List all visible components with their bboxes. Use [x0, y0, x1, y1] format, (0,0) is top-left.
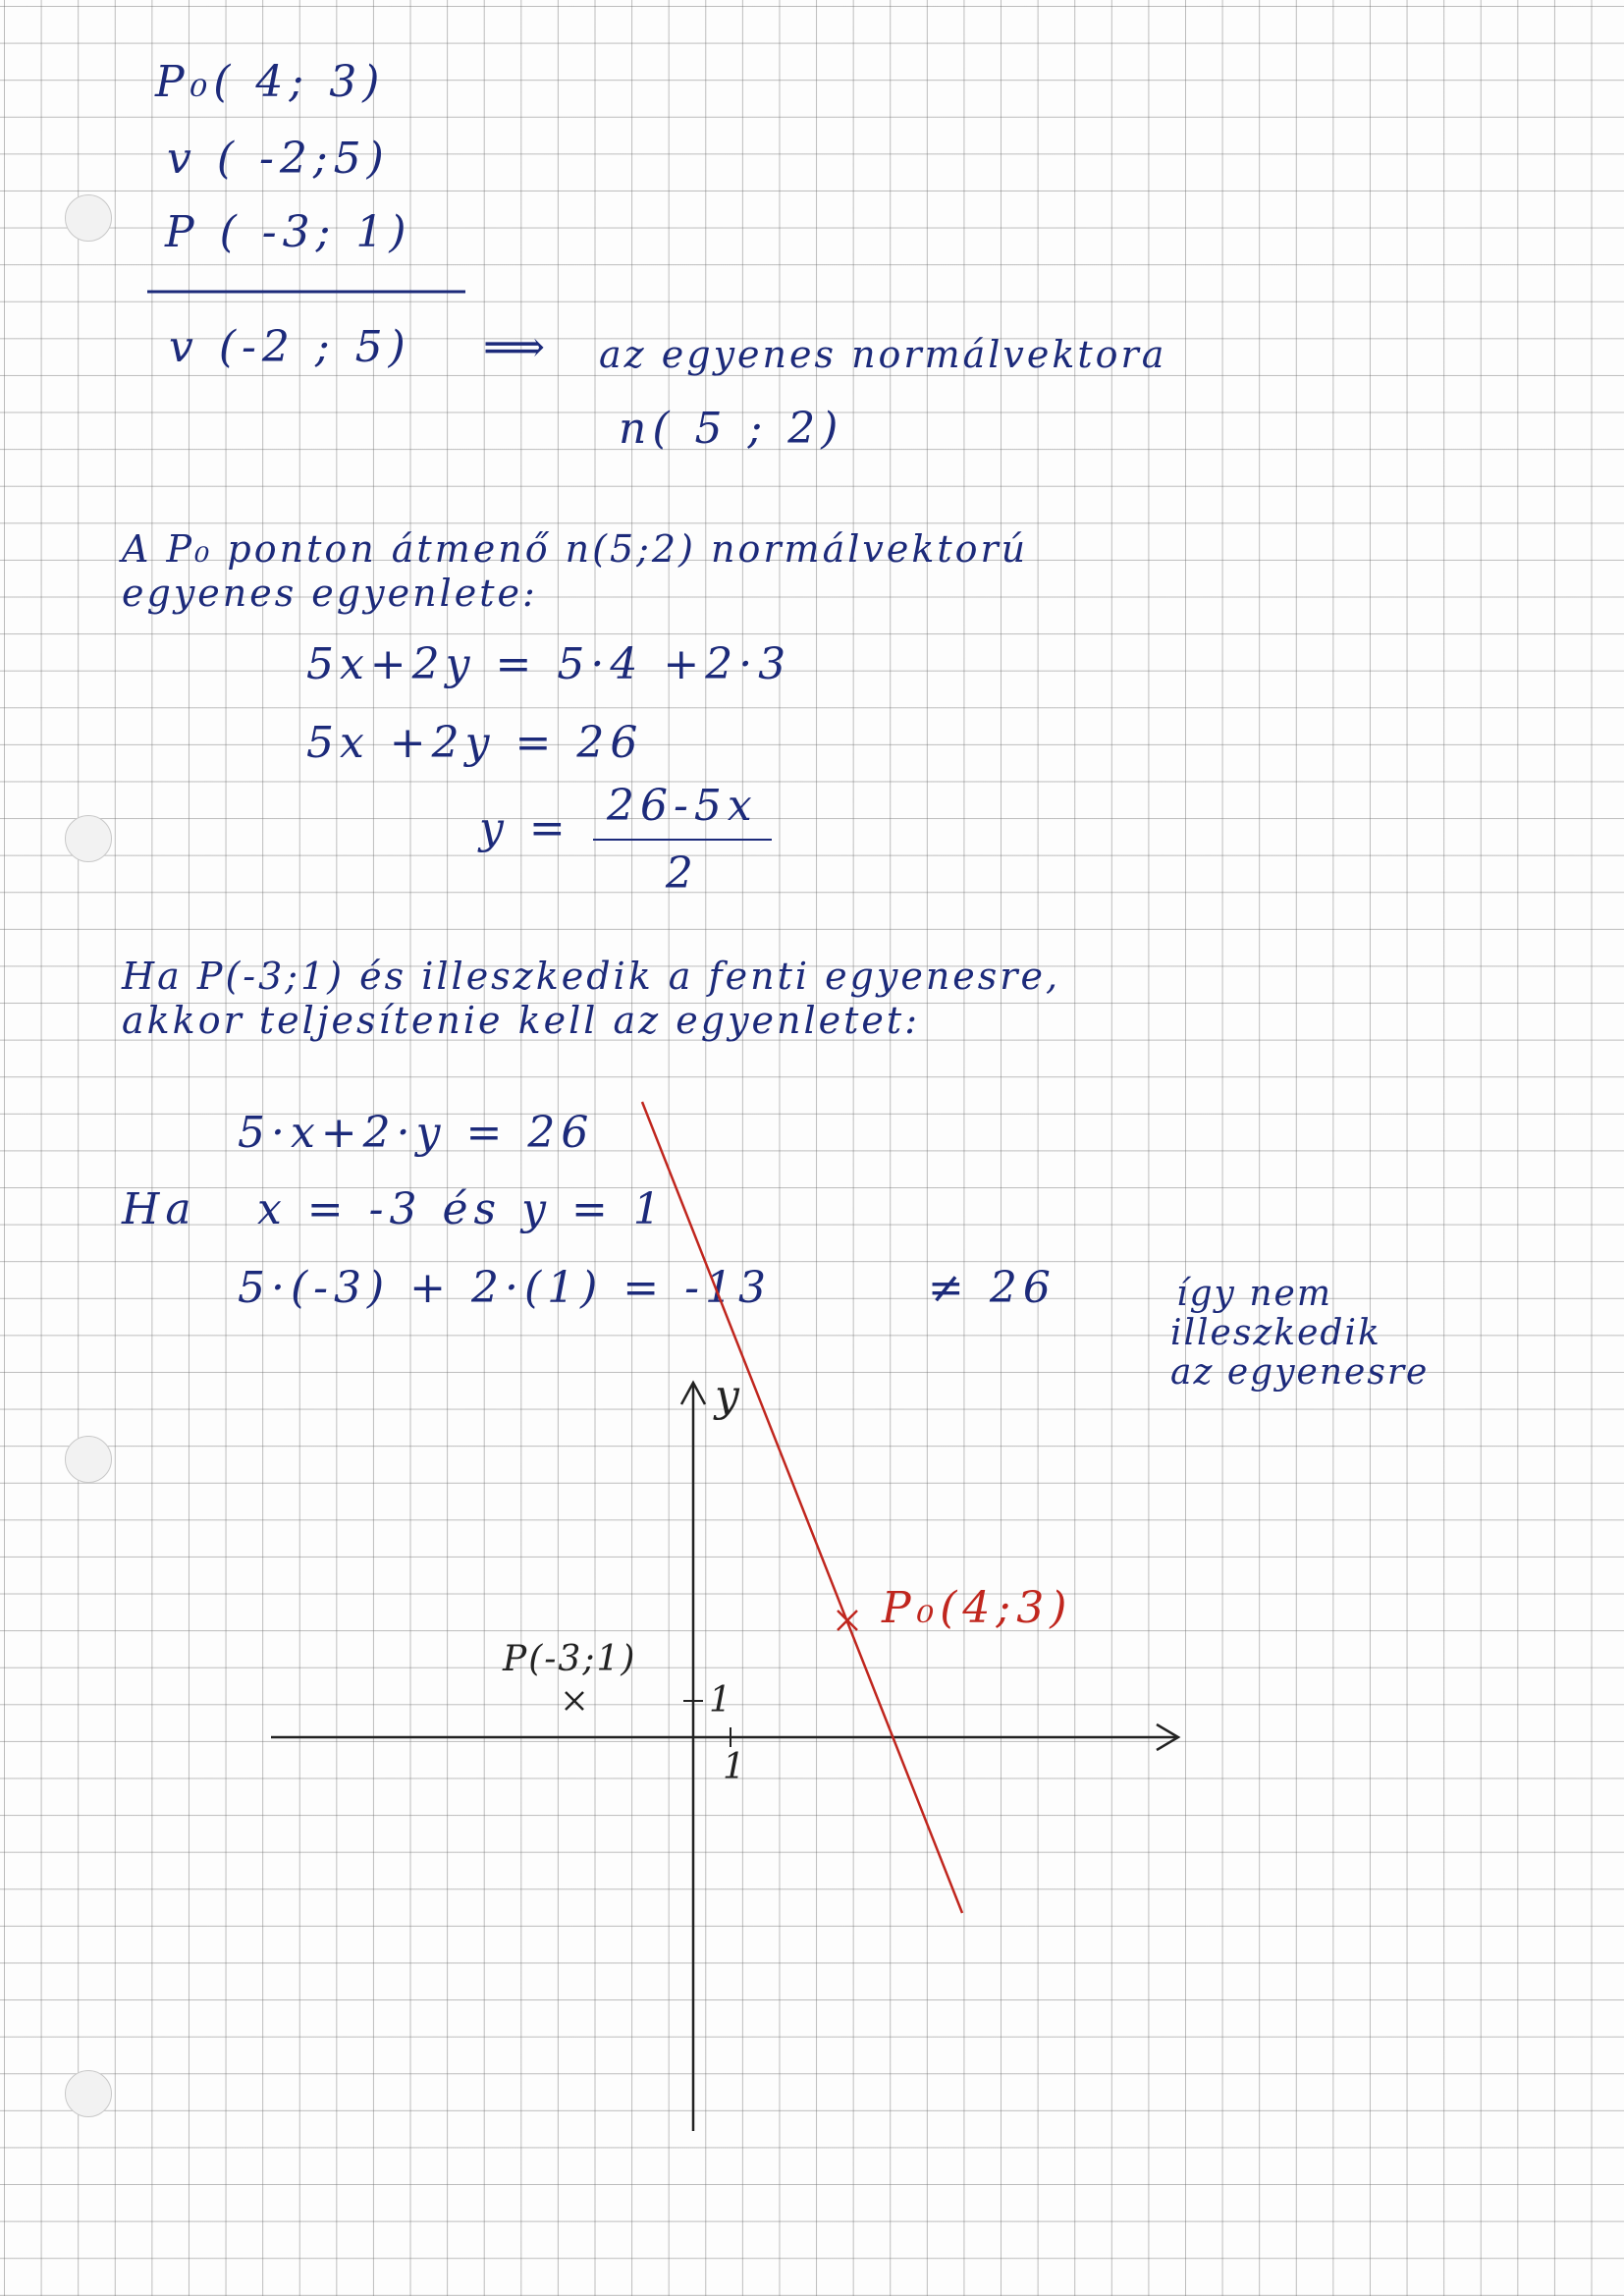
implies-arrow: ⟹ — [483, 322, 552, 372]
check-substitution: x = -3 és y = 1 — [257, 1184, 667, 1234]
x-tick-label: 1 — [723, 1747, 747, 1787]
direction-vector: v (-2 ; 5) — [169, 322, 411, 372]
check-equation: 5·x+2·y = 26 — [238, 1108, 595, 1158]
y-axis-label: y — [715, 1371, 745, 1421]
given-p: P ( -3; 1) — [165, 207, 412, 257]
check-question-2: akkor teljesítenie kell az egyenletet: — [122, 999, 920, 1042]
check-ha: Ha — [122, 1184, 197, 1234]
normal-vector: n( 5 ; 2) — [619, 404, 844, 454]
conclusion-line-3: az egyenesre — [1170, 1352, 1430, 1393]
p0-label: P₀(4;3) — [882, 1583, 1073, 1633]
given-v: v ( -2;5) — [167, 134, 390, 184]
y-tick-label: 1 — [709, 1680, 733, 1721]
equation-2: 5x +2y = 26 — [306, 718, 644, 768]
check-question-1: Ha P(-3;1) és illeszkedik a fenti egyenesre, — [122, 955, 1061, 998]
equation-3-lhs: y = — [479, 803, 571, 853]
check-calculation: 5·(-3) + 2·(1) = -13 — [238, 1263, 773, 1313]
conclusion-line-1: így nem — [1176, 1274, 1332, 1314]
line-intro-2: egyenes egyenlete: — [122, 572, 538, 615]
line-graph — [642, 1102, 962, 1913]
fraction-numerator: 26-5x — [593, 781, 772, 841]
given-p0: P₀( 4; 3) — [155, 57, 386, 107]
conclusion-line-2: illeszkedik — [1170, 1313, 1381, 1353]
line-intro-1: A P₀ ponton átmenő n(5;2) normálvektorú — [122, 527, 1029, 571]
equation-1: 5x+2y = 5·4 +2·3 — [306, 639, 792, 689]
fraction-denominator: 2 — [665, 848, 699, 899]
p-label: P(-3;1) — [503, 1639, 637, 1679]
check-not-equal: ≠ 26 — [928, 1263, 1056, 1313]
normal-vector-text: az egyenes normálvektora — [599, 333, 1167, 376]
